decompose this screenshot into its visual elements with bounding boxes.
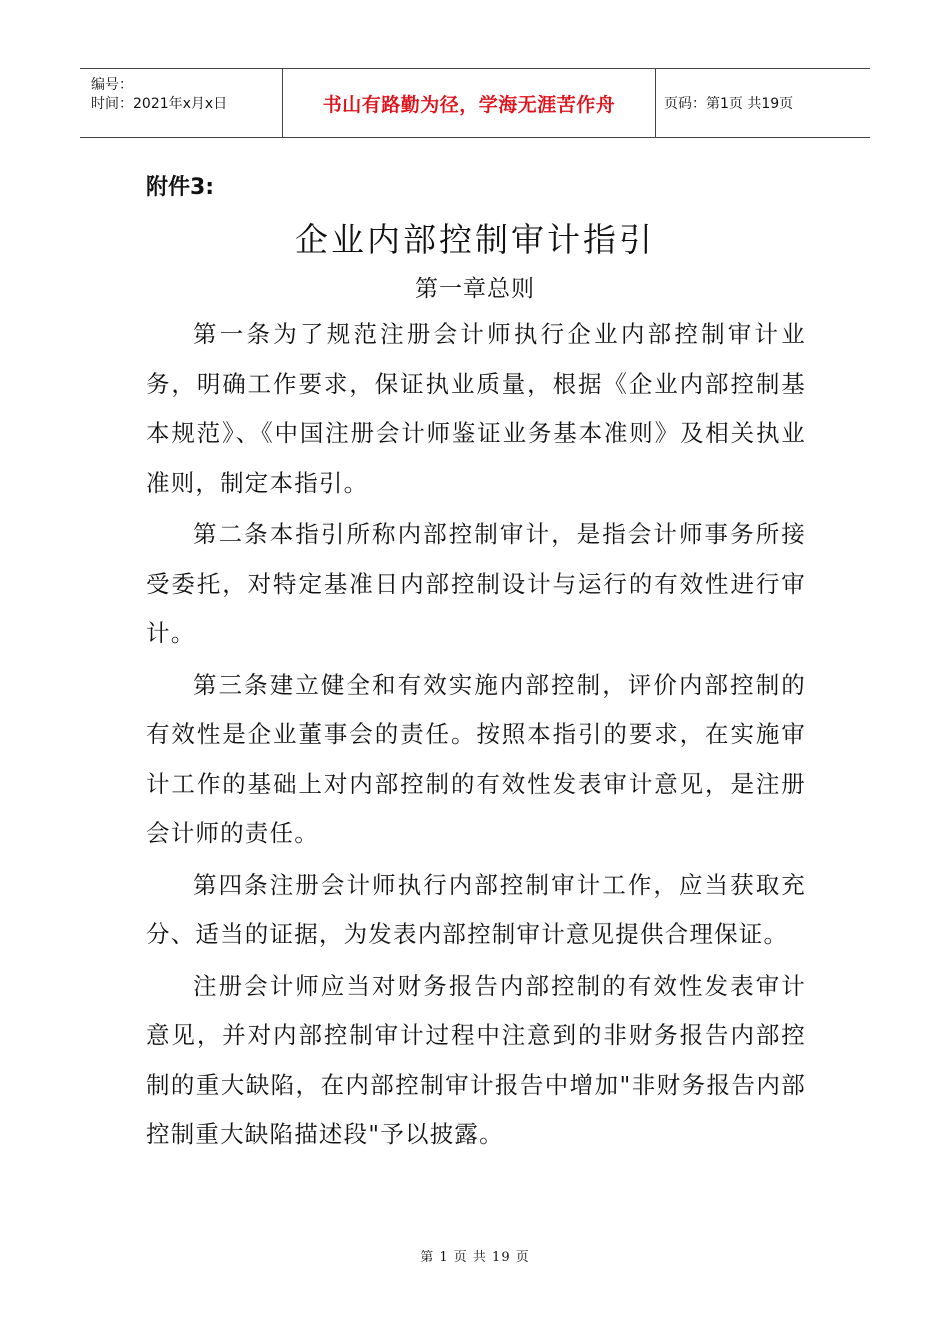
time-label: 时间：2021年x月x日 [91, 96, 228, 112]
header-page-label: 页码：第1页 共19页 [664, 96, 794, 112]
page-header [80, 68, 870, 138]
header-page-cell [654, 69, 870, 137]
document-title: 企业内部控制审计指引 [295, 220, 655, 259]
paragraph-article-4-continued: 注册会计师应当对财务报告内部控制的有效性发表审计意见，并对内部控制审计过程中注意到的非财务报告内部控制的重大缺陷，在内部控制审计报告中增加"非财务报告内部控制重大缺陷描述段"予以披露。 [146, 971, 806, 1148]
motto-text: 书山有路勤为径，学海无涯苦作舟 [322, 93, 616, 116]
paragraph-article-4: 第四条注册会计师执行内部控制审计工作，应当获取充分、适当的证据，为发表内部控制审计意见提供合理保证。 [146, 870, 806, 948]
number-label: 编号： [91, 77, 133, 93]
chapter-heading: 第一章总则 [415, 276, 535, 302]
paragraph-article-2: 第二条本指引所称内部控制审计，是指会计师事务所接受委托，对特定基准日内部控制设计与运行的有效性进行审计。 [146, 520, 806, 647]
header-info-cell [80, 69, 282, 137]
page-footer: 第 1 页 共 19 页 [420, 1250, 530, 1265]
attachment-label: 附件3: [146, 175, 215, 200]
document-body [146, 310, 806, 1162]
header-motto-cell [282, 69, 656, 137]
paragraph-article-1: 第一条为了规范注册会计师执行企业内部控制审计业务，明确工作要求，保证执业质量，根据《企业内部控制基本规范》、《中国注册会计师鉴证业务基本准则》及相关执业准则，制定本指引。 [146, 320, 806, 497]
paragraph-article-3: 第三条建立健全和有效实施内部控制，评价内部控制的有效性是企业董事会的责任。按照本指引的要求，在实施审计工作的基础上对内部控制的有效性发表审计意见，是注册会计师的责任。 [146, 670, 806, 847]
